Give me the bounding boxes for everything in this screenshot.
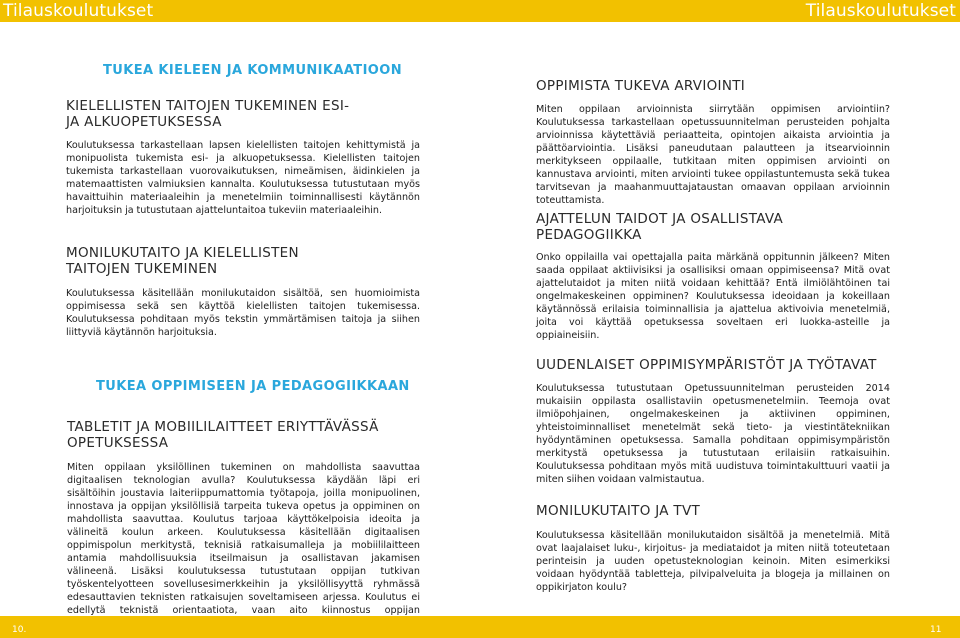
right-page-number: 11 [930,625,942,635]
paragraph-language-skills: Koulutuksessa tarkastellaan lapsen kielellisten taitojen kehittymistä ja monipuolista tukemista esi- ja alkuopetuksessa. Kielellisten taitojen tukemista tarkastellaan vuorovaikutuksen, nimeämisen, äidinkielen ja matemaattisten valmiuksien kannalta. Koulutuksessa tutustutaan myös havaittuihin materiaaleihin ja menetelmiin toiminnallisesti käytännön harjoituksin ja tutustutaan ajatteluntaitoa tukeviin materiaaleihin. [66,140,420,216]
subheading-assessment: OPPIMISTA TUKEVA ARVIOINTI [536,78,746,94]
paragraph-multiliteracy: Koulutuksessa käsitellään monilukutaidon sisältöä, sen huomioimista oppimisessa sekä sen käyttöä kielellisten taitojen tukemisessa. Koulutuksessa pohditaan myös tekstin ymmärtämisen taitoja ja siihen liittyviä käytännön harjoituksia. [66,288,420,338]
left-page-number: 10. [12,625,27,635]
subheading-tablets-line1: TABLETIT JA MOBIILILAITTEET ERIYTTÄVÄSSÄ [67,419,379,435]
paragraph-tablets: Miten oppilaan yksilöllinen tukeminen on mahdollista saavuttaa digitaalisen teknologian avulla? Koulutuksessa käydään läpi eri sisältöihin joustavia laiteriippumattomia työtapoja, joilla monipuolinen, innostava ja oppijan yksilöllisiä tarpeita tukeva opetus ja oppiminen on mahdollista saavuttaa. Koulutus tarjoaa käyttökelpoisia ideoita ja välineitä koulun arkeen. Koulutuksessa käsitellään digitaalisen oppimispolun merkitystä, teknisiä ratkaisumalleja ja mobiililaitteen antamia mahdollisuuksia itseilmaisun ja osallistavan jakamisen välineenä. Lisäksi koulutuksessa tutustutaan oppijan tutkivan työskentelyotteen sovellusesimerkkeihin ja yksilöllisyyttä ryhmässä edesauttavien teknisten ratkaisujen soveltamiseen arjessa. Koulutus ei edellytä teknistä orientaatiota, vaan aito kiinnostus oppijan [67,462,420,616]
subheading-thinking-skills-line2: PEDAGOGIIKKA [536,227,642,243]
paragraph-assessment: Miten oppilaan arvioinnista siirrytään oppimisen arviointiin? Koulutuksessa tarkastellaan opetussuunnitelman perusteiden pohjalta arvioinnissa käytettäviä periaatteita, opintojen aikaista arviointia ja päättöarviointia. Lisäksi paneudutaan palautteen ja itsearvioinnin merkitykseen oppilaalle, tutkitaan miten oppimisen arviointi on kannustava arviointi, miten arviointi tukee oppilastuntemusta sekä tukea tarvitsevan ja maahanmuuttajataustan omaavan oppilaan arvioinnin toteuttamista. [536,104,890,206]
left-page-header-title: Tilauskoulutukset [3,1,154,21]
subheading-learning-environments: UUDENLAISET OPPIMISYMPÄRISTÖT JA TYÖTAVAT [536,357,877,373]
subheading-multiliteracy-line2: TAITOJEN TUKEMINEN [66,261,218,277]
subheading-language-skills-line2: JA ALKUOPETUKSESSA [66,114,222,130]
paragraph-learning-environments: Koulutuksessa tutustutaan Opetussuunnitelman perusteiden 2014 mukaisiin oppilasta osallistaviin opetusmenetelmiin. Teemoja ovat ilmiöpohjainen, ongelmakeskeinen ja aktiivinen oppiminen, yhteistoiminnalliset menetelmät sekä tieto- ja viestintätekniikan hyödyntäminen opetuksessa. Samalla pohditaan oppimisympäristön merkitystä opetuksessa ja tutustutaan erilaisiin ratkaisuihin. Koulutuksessa pohditaan myös mitä uudistuva toimintakulttuuri vaatii ja miten siihen voidaan valmistautua. [536,383,890,485]
section-heading-pedagogy: TUKEA OPPIMISEEN JA PEDAGOGIIKKAAN [96,379,410,394]
subheading-thinking-skills-line1: AJATTELUN TAIDOT JA OSALLISTAVA [536,211,784,227]
subheading-tablets-line2: OPETUKSESSA [67,435,169,451]
section-heading-language: TUKEA KIELEEN JA KOMMUNIKAATIOON [103,63,402,78]
right-page-header-title: Tilauskoulutukset [805,1,956,21]
subheading-language-skills-line1: KIELELLISTEN TAITOJEN TUKEMINEN ESI- [66,98,350,114]
subheading-multiliteracy-line1: MONILUKUTAITO JA KIELELLISTEN [66,245,299,261]
paragraph-thinking-skills: Onko oppilailla vai opettajalla paita märkänä oppitunnin jälkeen? Miten saada oppilaat aktiivisiksi ja osallisiksi omaan oppimiseensa? Mitä ovat ajattelutaidot ja miten niitä voidaan kehittää? Entä ilmiölähtöinen tai ongelmakeskeinen oppiminen? Koulutuksessa ideoidaan ja kokeillaan käytännössä erilaisia toiminnallisia ja ajattelua aktivoivia menetelmiä, joita voi käyttää opetuksessa soveltaen eri luokka-asteille ja oppiaineisiin. [536,252,890,341]
subheading-multiliteracy-ict: MONILUKUTAITO JA TVT [536,503,701,519]
footer-bar [0,616,960,638]
paragraph-multiliteracy-ict: Koulutuksessa käsitellään monilukutaidon sisältöä ja menetelmiä. Mitä ovat laajalaiset luku-, kirjoitus- ja mediataidot ja miten niitä toteutetaan perinteisin ja uuden opetusteknologian keinoin. Miten esimerkiksi voidaan hyödyntää tabletteja, pilvipalveluita ja blogeja ja millainen on oppikirjaton koulu? [536,530,890,593]
